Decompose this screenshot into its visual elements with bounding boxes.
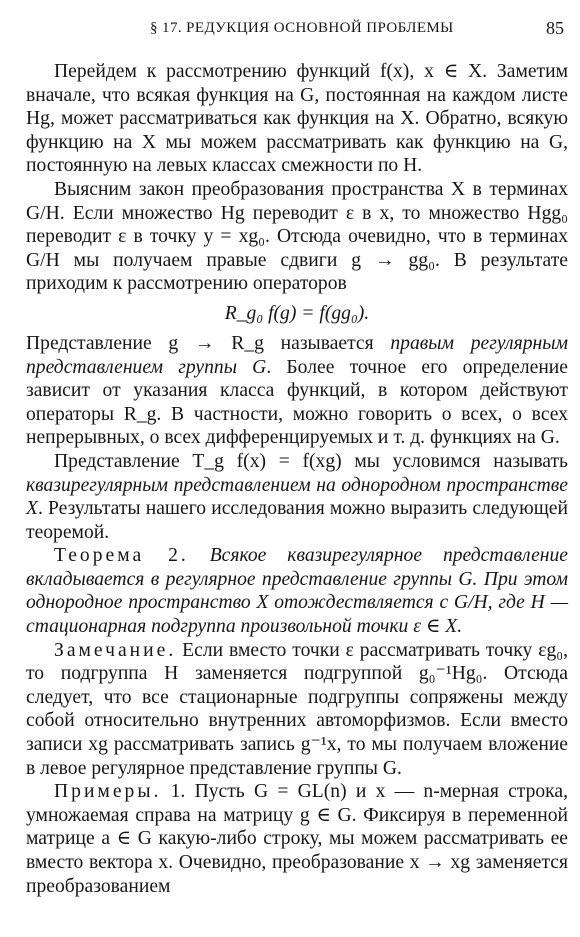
- paragraph-regular-representation: [26, 332, 568, 450]
- paragraph-quasiregular-representation: [26, 450, 568, 544]
- remark-text: Если вместо точки ε рассматривать точку εg₀, то подгруппа H заменяется подгруппой g₀⁻¹Hg₀. Отсюда следует, что все стационарные подгруппы сопряжены между собой относительно внутренних автоморфизмов. Если вместо записи xg рассматривать запись g⁻¹x, то мы получаем вложение в левое регулярное представление группы G.: [26, 639, 568, 779]
- remark: [26, 639, 568, 781]
- regular-rep-text-start: Представление g → R_g называется: [26, 332, 391, 354]
- theorem-2: [26, 544, 568, 638]
- quasiregular-term: квазирегулярным представлением на однородном пространстве X: [26, 474, 568, 520]
- running-head: § 17. РЕДУКЦИЯ ОСНОВНОЙ ПРОБЛЕМЫ: [150, 20, 454, 36]
- examples-label: Примеры.: [54, 781, 162, 803]
- remark-label: Замечание.: [54, 639, 177, 661]
- theorem-label: Теорема 2.: [54, 545, 189, 567]
- paragraph-transformation-law: Выясним закон преобразования пространства X в терминах G/H. Если множество Hg переводит ε в x, то множество Hgg₀ переводит ε в точку y = xg₀. Отсюда очевидно, что в терминах G/H мы получаем правые сдвиги g → gg₀. В результате приходим к рассмотрению операторов: [26, 178, 568, 295]
- regular-rep-text-end: . Более точное его определение зависит от указания класса функций, в котором действуют операторы R_g. В частности, можно говорить о всех, о всех непрерывных, о всех дифференцируемых и т. д. функциях на G.: [26, 356, 568, 449]
- page-body: [26, 60, 568, 898]
- regular-rep-term: правым регулярным представлением группы G: [26, 332, 568, 378]
- examples: [26, 780, 568, 898]
- examples-text: 1. Пусть G = GL(n) и x — n-мерная строка, умножаемая справа на матрицу g ∈ G. Фиксируя в переменной матрице a ∈ G какую-либо строку, мы можем рассматривать ее вместо вектора x. Очевидно, преобразование x → xg заменяется преобразованием: [26, 781, 568, 897]
- page-header: [26, 18, 568, 40]
- quasiregular-text-end: . Результаты нашего исследования можно выразить следующей теоремой.: [26, 498, 568, 543]
- page-number: 85: [546, 18, 564, 38]
- formula-right-shift: R_g₀ f(g) = f(gg₀).: [224, 302, 370, 324]
- paragraph-functions-on-x: Перейдем к рассмотрению функций f(x), x ∈ X. Заметим вначале, что всякая функция на G, постоянная на каждом листе Hg, может рассматриваться как функция на X. Обратно, всякую функцию на X мы можем рассматривать как функцию на G, постоянную на левых классах смежности по H.: [26, 61, 568, 177]
- quasiregular-text-start: Представление T_g f(x) = f(xg) мы условимся называть: [54, 450, 568, 472]
- theorem-statement: Всякое квазирегулярное представление вкладывается в регулярное представление группы G. При этом однородное пространство X отождествляется с G/H, где H — стационарная подгруппа произвольной точки ε ∈ X.: [26, 545, 568, 638]
